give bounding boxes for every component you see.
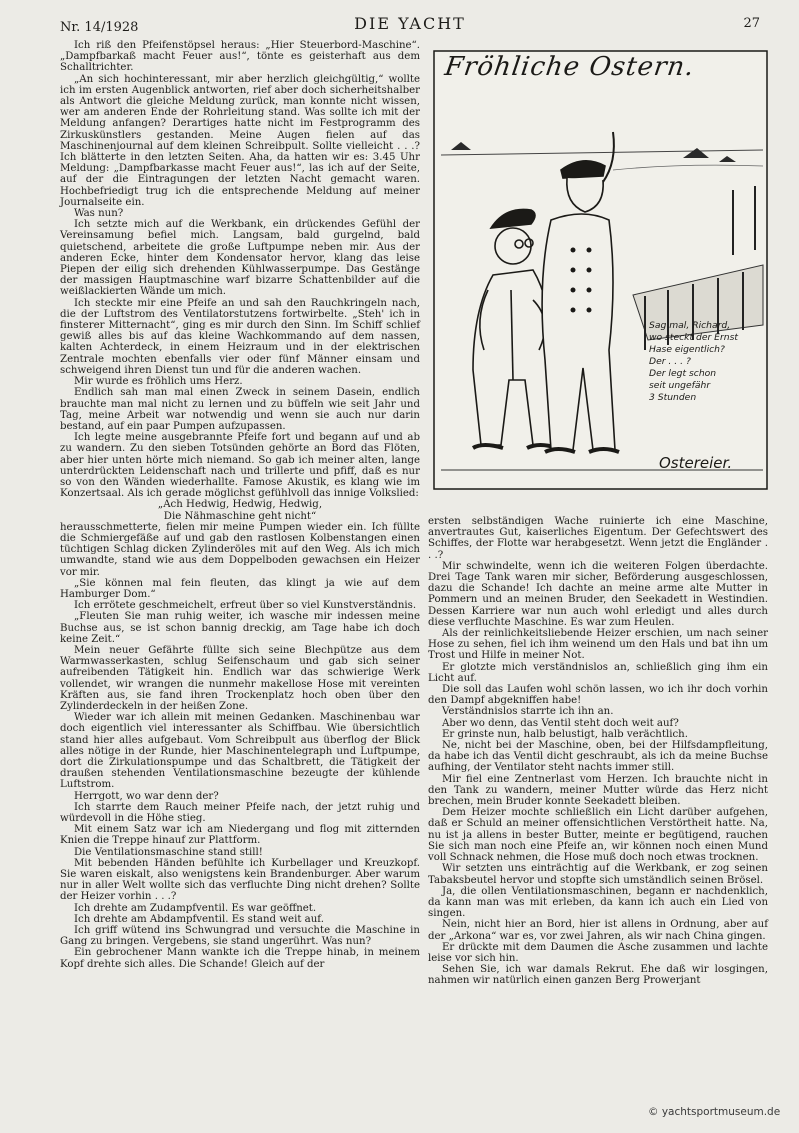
paragraph: Verständnislos starrte ich ihn an.	[442, 706, 614, 718]
caption-line: Hase eigentlich?	[649, 344, 725, 355]
paragraph: Ich legte meine ausgebrannte Pfeife fort und begann auf und ab zu wandern. Zu den sieben Totsünden gehörte an Bord das Flöten, aber hier unten hörte mich niemand. So gab ich meiner alten, lange unterdrückten Leidenschaft nach und trillerte und pfiff, daß es nur so von den Wänden wiederhallte. Famose Akustik, es klang wie im Konzertsaal. Als ich gerade möglichst gefühlvoll das innige Volkslied:	[60, 432, 420, 500]
paragraph: Ich setzte mich auf die Werkbank, ein drückendes Gefühl der Vereinsamung befiel mich. Langsam, bald gurgelnd, bald quietschend, arbeitete die große Luftpumpe neben mir. Aus der anderen Ecke, hinter dem Kondensator hervor, klang das leise Piepen der eilig sich drehenden Kühlwasserpumpe. Das Gestänge der massigen Hauptmaschine warf bizarre Schattenbilder auf die weißlackierten Wände um mich.	[60, 219, 420, 298]
issue-number: Nr. 14/1928	[60, 20, 139, 35]
left-column	[60, 40, 420, 970]
caption-line: Der . . . ?	[649, 356, 691, 367]
paragraph: Ich drehte am Zudampfventil. Es war geöffnet.	[74, 902, 317, 914]
paragraph: Ich riß den Pfeifenstöpsel heraus: „Hier Steuerbord-Maschine“. „Dampfbarkaß macht Feuer aus!“, tönte es geisterhaft aus dem Schalltrichter.	[60, 40, 420, 74]
caption-line: Der legt schon	[649, 368, 717, 379]
caption-line: Sag mal, Richard,	[649, 320, 731, 331]
paragraph: Mit bebenden Händen befühlte ich Kurbellager und Kreuzkopf. Sie waren eiskalt, also wenigstens kein Brandenburger. Aber warum nur in aller Welt wollte sich das verfluchte Ding nicht drehen? Sollte der Heizer vorhin . . .?	[60, 857, 420, 903]
paragraph: Mein neuer Gefährte füllte sich seine Blechpütze aus dem Warmwasserkasten, schlug Seifenschaum und gab sich seiner aufreibenden Tätigkeit hin. Endlich war das schwierige Werk vollendet, wir wrangen die nunmehr makellose Hose mit vereinten Kräften aus, sie fand ihren Trockenplatz hoch oben über den Zylinderdeckeln in der heißen Zone.	[60, 644, 420, 712]
illustration-caption	[649, 320, 771, 404]
magazine-title: DIE YACHT	[354, 14, 466, 33]
caption-line: wo steckt der Ernst	[649, 332, 738, 343]
paragraph: „Sie können mal fein fleuten, das klingt ja wie auf dem Hamburger Dom.“	[60, 577, 420, 600]
paragraph: Wieder war ich allein mit meinen Gedanken. Maschinenbau war doch eigentlich viel interessanter als Schiffbau. Wie übersichtlich stand hier alles aufgebaut. Vom Schreibpult aus überflog der Blick alles nötige in der Runde, hier Maschinentelegraph und Luftpumpe, dort die Zirkulationspumpe und das Schaltbrett, die Tätigkeit der draußen stehenden Ventilationsmaschine bezeugte der kühlende Luftstrom.	[60, 712, 420, 791]
paragraph: Mit einem Satz war ich am Niedergang und flog mit zitternden Knien die Treppe hinauf zur Plattform.	[60, 824, 420, 847]
paragraph: Ich errötete geschmeichelt, erfreut über so viel Kunstverständnis.	[74, 600, 417, 612]
paragraph: Ein gebrochener Mann wankte ich die Treppe hinab, in meinem Kopf drehte sich alles. Die Schande! Gleich auf der	[60, 947, 420, 970]
paragraph: Ja, die ollen Ventilationsmaschinen, begann er nachdenklich, da kann man was mit erleben, da kann ich auch ein Lied von singen.	[428, 885, 768, 920]
paragraph: Herrgott, wo war denn der?	[74, 790, 219, 802]
page-header	[60, 14, 760, 36]
paragraph: Ich griff wütend ins Schwungrad und versuchte die Maschine in Gang zu bringen. Vergebens, sie stand ungerührt. Was nun?	[60, 925, 420, 948]
paragraph: Ich steckte mir eine Pfeife an und sah den Rauchkringeln nach, die der Luftstrom des Ventilatorstutzens fortwirbelte. „Steh' ich in finsterer Mitternacht“, ging es mir durch den Sinn. Im Schiff schlief gewiß alles bis auf das kleine Wachkommando auf dem nassen, kalten Achterdeck, in einem Heizraum und in der elektrischen Zentrale mochten ebenfalls vier oder fünf Männer einsam und schweigend ihren Dienst tun und für die anderen wachen.	[60, 297, 420, 376]
illustration-drawing	[433, 50, 768, 490]
paragraph: Die Ventilationsmaschine stand still!	[74, 846, 263, 858]
paragraph: „Fleuten Sie man ruhig weiter, ich wasche mir indessen meine Buchse aus, se ist schon bannig dreckig, am Tage habe ich doch keine Zeit.“	[60, 611, 420, 645]
easter-illustration	[433, 50, 768, 490]
paragraph: „Ach Hedwig, Hedwig, Hedwig,	[157, 499, 323, 511]
paragraph: Mir schwindelte, wenn ich die weiteren Folgen überdachte. Drei Tage Tank waren mir sicher, Beförderung ausgeschlossen, dazu die Schande! Ich dachte an meine arme alte Mutter in Pommern und an meinen Bruder, den Seekadett in Westindien. Dessen Karriere war nun auch wohl erledigt und alles durch diese verfluchte Maschine. Es war zum Heulen.	[428, 560, 768, 628]
paragraph: herausschmetterte, fielen mir meine Pumpen wieder ein. Ich füllte die Schmiergefäße auf und gab den rastlosen Kolbenstangen einen tüchtigen Schlag dicken Zylinderöles mit auf den Weg. Als ich mich umwandte, stand wie aus dem Doppelboden gewachsen ein Heizer vor mir.	[60, 521, 420, 578]
paragraph: Mir wurde es fröhlich ums Herz.	[74, 376, 243, 388]
paragraph: Dem Heizer mochte schließlich ein Licht darüber aufgehen, daß er Schuld an meiner offensichtlichen Verstörtheit hatte. Na, nu ist ja allens in bester Butter, meinte er begütigend, rauchen Sie sich man noch eine Pfeife an, wir können noch einen Mund voll Schnack nehmen, die Hose muß doch noch etwas trocknen.	[428, 807, 768, 864]
paragraph: Ich starrte dem Rauch meiner Pfeife nach, der jetzt ruhig und würdevoll in die Höhe stieg.	[60, 801, 420, 825]
paragraph: Als der reinlichkeitsliebende Heizer erschien, um nach seiner Hose zu sehen, fiel ich ihm weinend um den Hals und bat ihn um Trost und Hilfe in meiner Not.	[428, 628, 768, 662]
paragraph: Mir fiel eine Zentnerlast vom Herzen. Ich brauchte nicht in den Tank zu wandern, meiner Mutter würde das Herz nicht brechen, mein Bruder konnte Seekadett bleiben.	[428, 773, 768, 808]
paragraph: Endlich sah man mal einen Zweck in seinem Dasein, endlich brauchte man mal nicht zu lernen und zu büffeln wie seit Jahr und Tag, meine Arbeit war notwendig und wenn sie auch nur darin bestand, auf ein paar Pumpen aufzupassen.	[60, 387, 420, 432]
paragraph: Sehen Sie, ich war damals Rekrut. Ehe daß wir losgingen, nahmen wir natürlich einen ganzen Berg Prowerjant	[428, 964, 768, 987]
paragraph: Wir setzten uns einträchtig auf die Werkbank, er zog seinen Tabaksbeutel hervor und stopfte sich umständlich seinen Brösel.	[428, 863, 768, 886]
paragraph: ersten selbständigen Wache ruinierte ich eine Maschine, anvertrautes Gut, kaiserliches Eigentum. Der Gefechtswert des Schiffes, der Flotte war herabgesetzt. Wenn jetzt die Engländer . . .?	[428, 516, 768, 561]
paragraph: Er drückte mit dem Daumen die Asche zusammen und lachte leise vor sich hin.	[428, 941, 768, 964]
paragraph: Aber wo denn, das Ventil steht doch weit auf?	[442, 717, 679, 729]
caption-line: seit ungefähr	[649, 380, 711, 391]
paragraph: Ich drehte am Abdampfventil. Es stand weit auf.	[74, 913, 324, 925]
illustration-signature: Ostereier.	[659, 454, 733, 472]
paragraph: Die soll das Laufen wohl schön lassen, wo ich ihr doch vorhin den Dampf abgekniffen habe!	[428, 684, 768, 707]
page-number: 27	[743, 16, 760, 31]
paragraph: Er grinste nun, halb belustigt, halb verächtlich.	[442, 728, 688, 740]
paragraph: Er glotzte mich verständnislos an, schließlich ging ihm ein Licht auf.	[428, 661, 768, 684]
paragraph: Die Nähmaschine geht nicht“	[163, 510, 317, 522]
illustration-title: Fröhliche Ostern.	[442, 52, 697, 82]
paragraph: „An sich hochinteressant, mir aber herzlich gleichgültig,“ wollte ich im ersten Augenblick antworten, rief aber doch sicherheitshalber als Antwort die gleiche Meldung zurück, man konnte nicht wissen, wer am anderen Ende der Rohrleitung stand. Was sollte ich mit der Meldung anfangen? Derartiges hatte nicht im Festprogramm des Zirkuskünstlers gestanden. Meine Augen fielen auf das Maschinenjournal auf dem kleinen Schreibpult. Sollte vielleicht . . .? Ich blätterte in den letzten Seiten. Aha, da hatten wir es: 3.45 Uhr Meldung: „Dampfbarkasse macht Feuer aus!“, las ich auf der Seite, auf der die Eintragungen der letzten Nacht gemacht waren. Hochbefriedigt trug ich die entsprechende Meldung auf meiner Journalseite ein.	[60, 73, 420, 208]
paragraph: Was nun?	[74, 208, 124, 220]
paragraph: Nein, nicht hier an Bord, hier ist allens in Ordnung, aber auf der „Arkona“ war es, vor zwei Jahren, als wir nach China gingen.	[428, 919, 768, 942]
right-column	[428, 516, 768, 987]
paragraph: Ne, nicht bei der Maschine, oben, bei der Hilfsdampfleitung, da habe ich das Ventil dicht geschraubt, als ich da meine Buchse aufhing, der Ventilator steht nachts immer still.	[428, 740, 768, 774]
caption-line: 3 Stunden	[649, 392, 697, 403]
copyright-credit: © yachtsportmuseum.de	[648, 1106, 781, 1118]
